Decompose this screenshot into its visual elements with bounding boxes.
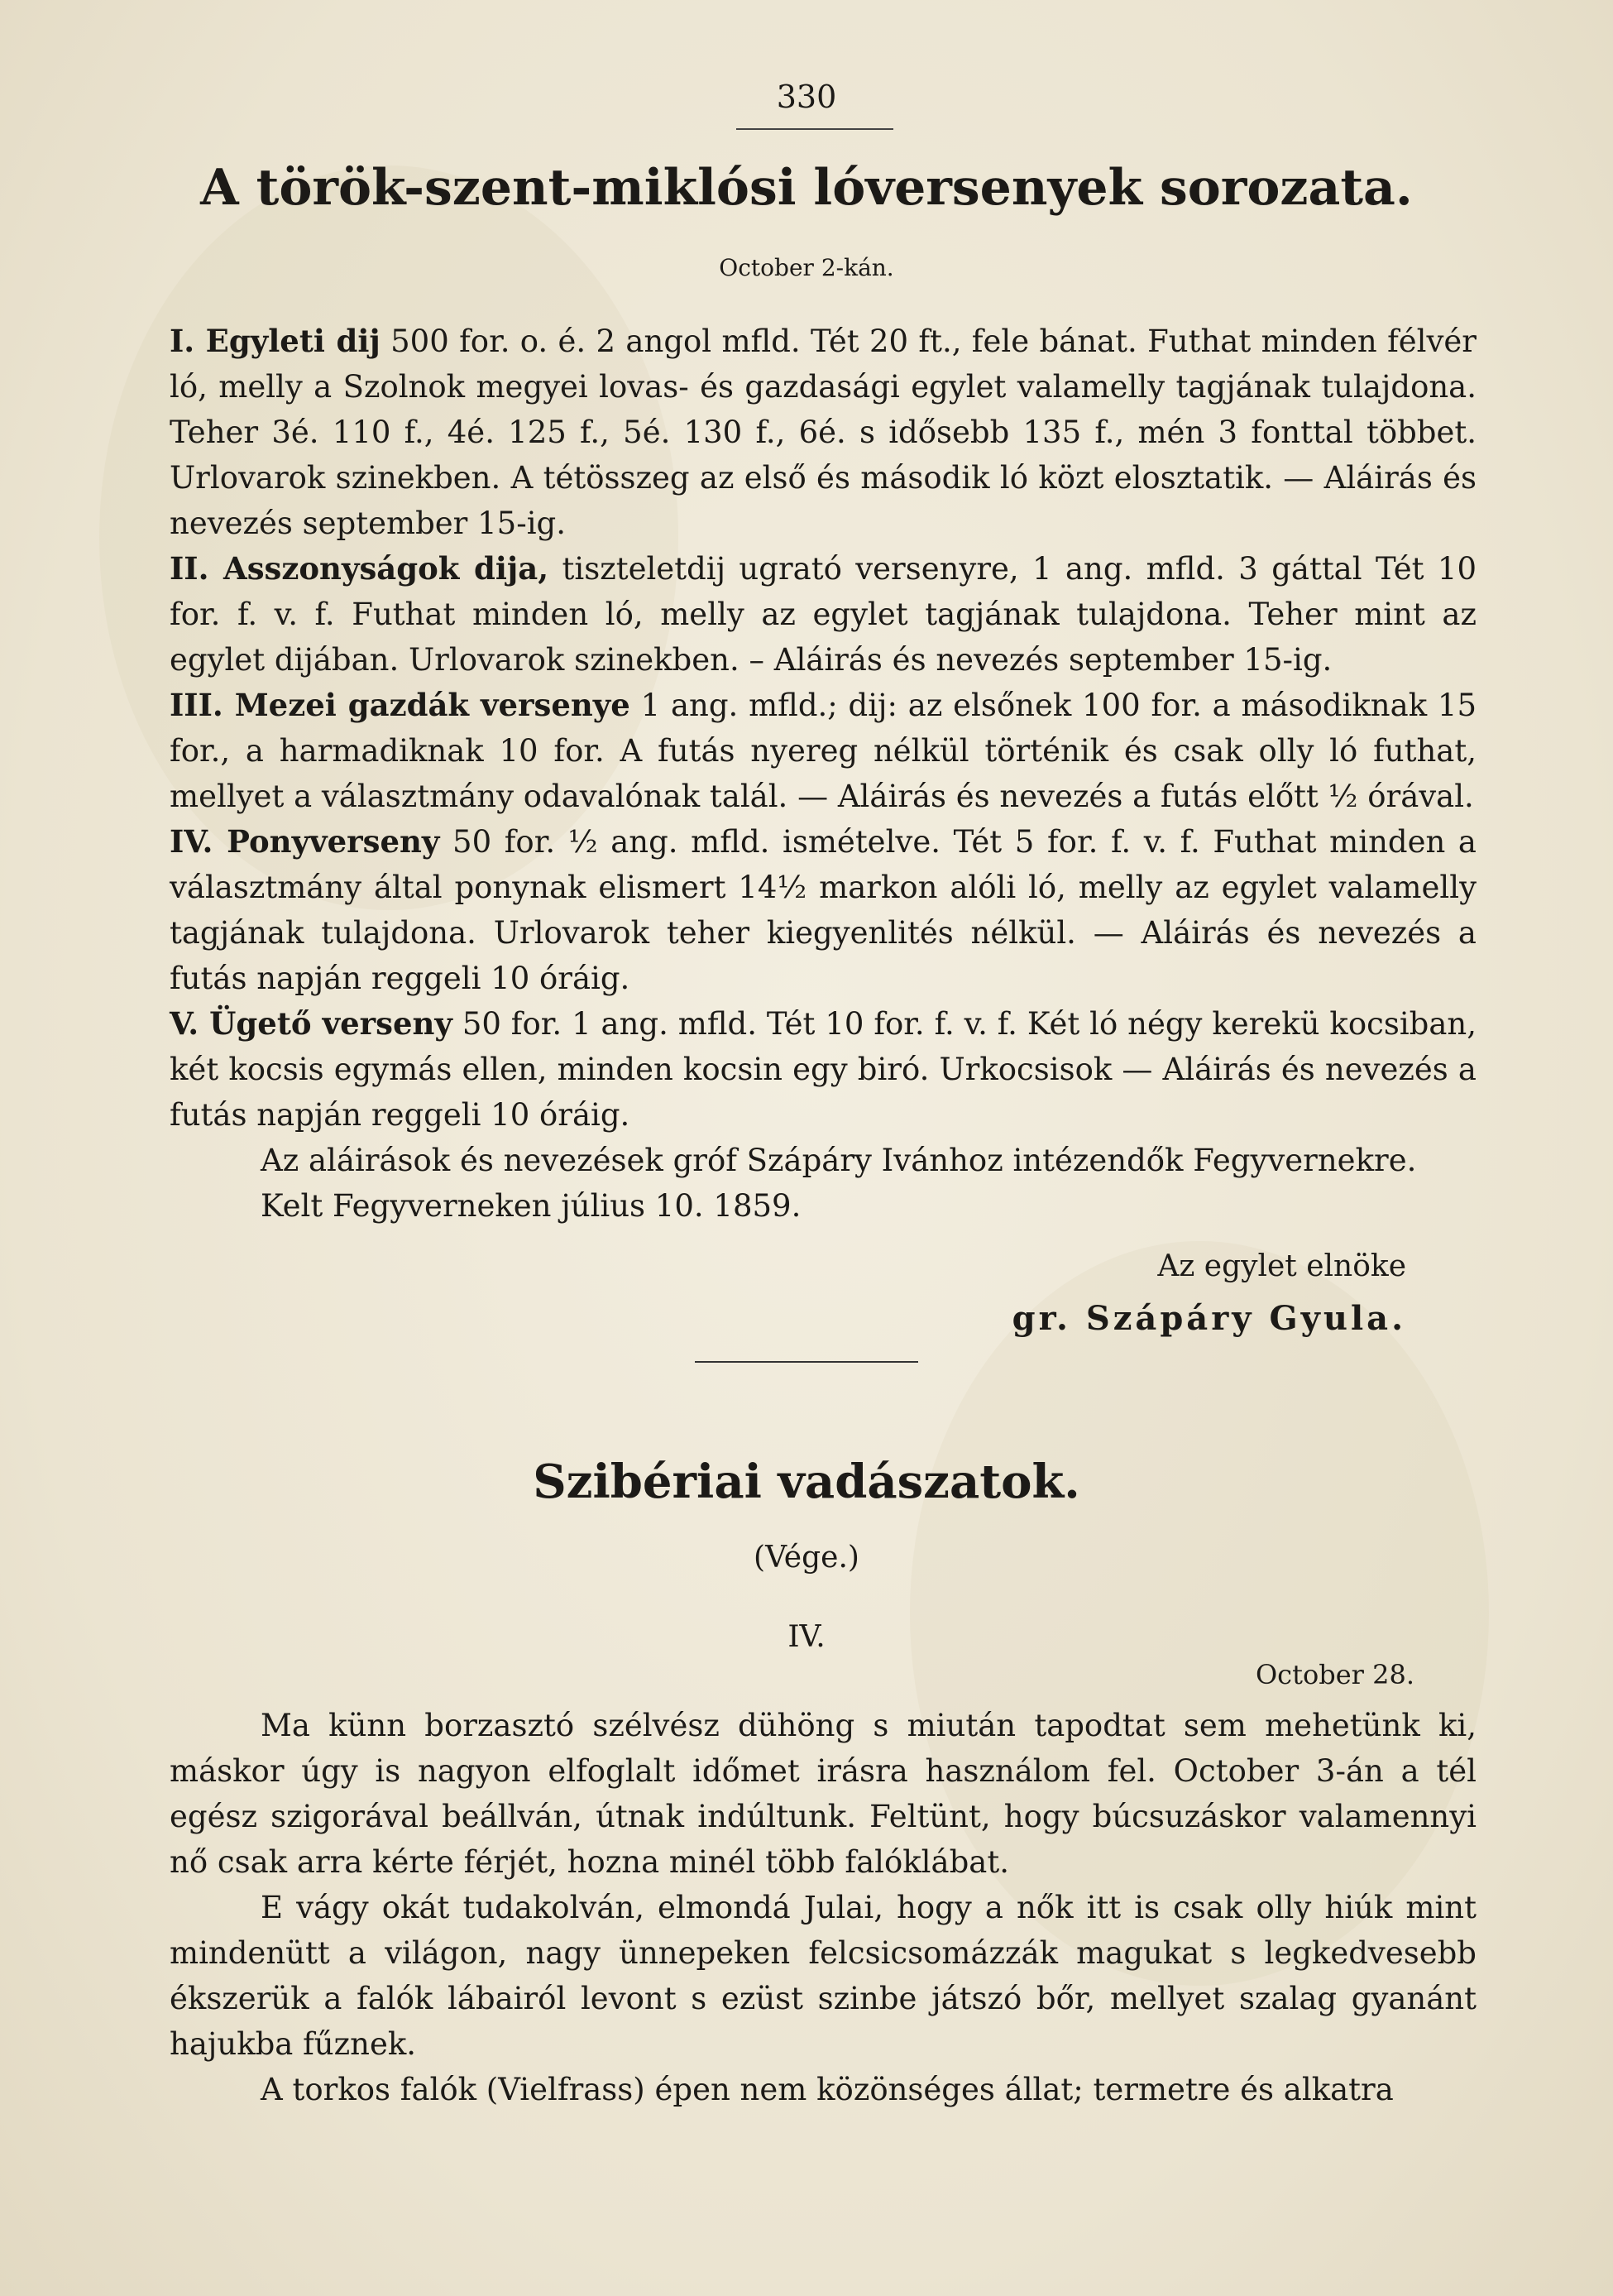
paragraph: Ma künn borzasztó szélvész dühöng s miután tapodtat sem mehetünk ki, máskor úgy is nagyon elfoglalt időmet irásra használom fel. October 3-án a tél egész szigorával beállván, útnak indúltunk. Feltünt, hogy búcsuzáskor valamennyi nő csak arra kérte férjét, hozna minél több falóklábat. <box>170 1708 1477 1880</box>
closing-line: Az aláirások és nevezések gróf Szápáry Ivánhoz intézendők Fegyvernekre. <box>261 1143 1417 1178</box>
page-number: 330 <box>776 79 837 115</box>
page-number-rule <box>736 128 893 130</box>
race-entry: I. Egyleti dij 500 for. o. é. 2 angol mfld. Tét 20 ft., fele bánat. Futhat minden félvér ló, melly a Szolnok megyei lovas- és gazdasági egylet valamelly tagjának tulajdona. Teher 3é. 110 f., 4é. 125 f., 5é. 130 f., 6é. s idősebb 135 f., mén 3 fonttal többet. Urlovarok szinekben. A tétösszeg az első és második ló közt elosztatik. — Aláirás és nevezés september 15-ig. <box>170 323 1477 541</box>
race-entry: IV. Ponyverseny 50 for. ½ ang. mfld. ismételve. Tét 5 for. f. v. f. Futhat minden a választmány által ponynak elismert 14½ markon alóli ló, melly az egylet valamelly tagjának tulajdona. Urlovarok teher kiegyenlités nélkül. — Aláirás és nevezés a futás napján reggeli 10 óráig. <box>170 823 1477 996</box>
paragraph: A torkos falók (Vielfrass) épen nem közönséges állat; termetre és alkatra <box>261 2072 1394 2107</box>
separator-rule <box>695 1361 918 1363</box>
article1-title: A török-szent-miklósi lóversenyek sorozata. <box>200 159 1413 217</box>
article1-body <box>170 319 1477 1229</box>
race-entry: V. Ügető verseny 50 for. 1 ang. mfld. Tét 10 for. f. v. f. Két ló négy kerekü kocsiban, két kocsis egymás ellen, minden kocsin egy biró. Urkocsisok — Aláirás és nevezés a futás napján reggeli 10 óráig. <box>170 1005 1477 1133</box>
signature-name: gr. Szápáry Gyula. <box>1012 1299 1406 1338</box>
article1-date: October 2-kán. <box>719 254 894 281</box>
article2-subtitle: (Vége.) <box>754 1541 859 1575</box>
article2-date: October 28. <box>1255 1659 1414 1690</box>
paragraph: E vágy okát tudakolván, elmondá Julai, hogy a nők itt is csak olly hiúk mint mindenütt a világon, nagy ünnepeken felcsicsomázzák magukat s legkedvesebb ékszerük a falók lábairól levont s ezüst szinbe játszó bőr, mellyet szalag gyanánt hajukba fűznek. <box>170 1890 1477 2062</box>
article2-body <box>170 1703 1477 2112</box>
article2-title: Szibériai vadászatok. <box>533 1455 1080 1509</box>
signature-role: Az egylet elnöke <box>1157 1249 1406 1283</box>
race-entry: II. Asszonyságok dija, tiszteletdij ugrató versenyre, 1 ang. mfld. 3 gáttal Tét 10 for. f. v. f. Futhat minden ló, melly az egylet tagjának tulajdona. Teher mint az egylet dijában. Urlovarok szinekben. – Aláirás és nevezés september 15-ig. <box>170 550 1477 678</box>
dateline: Kelt Fegyverneken július 10. 1859. <box>261 1188 802 1224</box>
section-number: IV. <box>787 1620 826 1654</box>
race-entry: III. Mezei gazdák versenye 1 ang. mfld.; dij: az elsőnek 100 for. a másodiknak 15 for., a harmadiknak 10 for. A futás nyereg nélkül történik és csak olly ló futhat, mellyet a választmány odavalónak talál. — Aláirás és nevezés a futás előtt ½ órával. <box>170 687 1477 814</box>
